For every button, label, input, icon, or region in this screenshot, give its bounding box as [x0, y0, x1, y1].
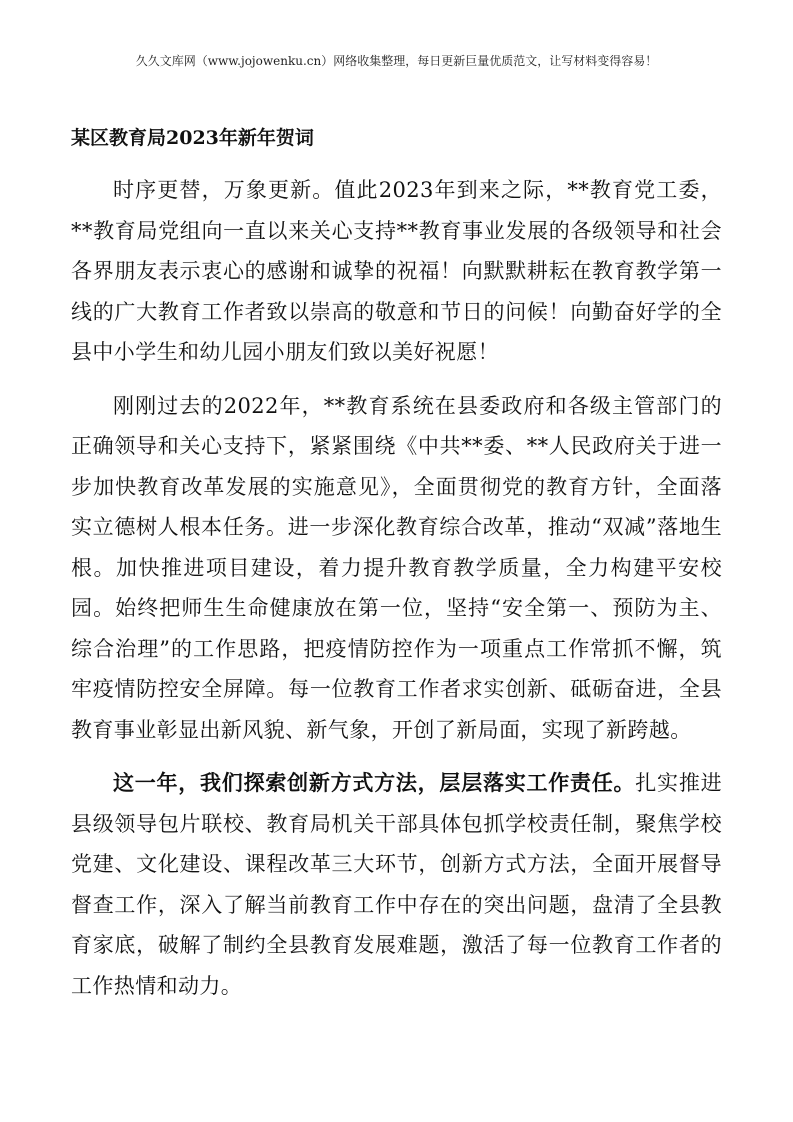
- paragraph: [71, 170, 722, 373]
- paragraph-text: 扎实推进县级领导包片联校、教育局机关干部具体包抓学校责任制，聚焦学校党建、文化建设、课程改革三大环节，创新方式方法，全面开展督导督查工作，深入了解当前教育工作中存在的突出问题，盘清了全县教育家底，破解了制约全县教育发展难题，激活了每一位教育工作者的工作热情和动力。: [71, 771, 722, 998]
- paragraph-text: 刚刚过去的2022年，**教育系统在县委政府和各级主管部门的正确领导和关心支持下，紧紧围绕《中共**委、**人民政府关于进一步加快教育改革发展的实施意见》，全面贯彻党的教育方针，全面落实立德树人根本任务。进一步深化教育综合改革，推动“双减”落地生根。加快推进项目建设，着力提升教育教学质量，全力构建平安校园。始终把师生生命健康放在第一位，坚持“安全第一、预防为主、综合治理”的工作思路，把疫情防控作为一项重点工作常抓不懈，筑牢疫情防控安全屏障。每一位教育工作者求实创新、砥砺奋进，全县教育事业彰显出新风貌、新气象，开创了新局面，实现了新跨越。: [71, 393, 722, 742]
- paragraph: [71, 386, 722, 751]
- document-title: 某区教育局2023年新年贺词: [71, 127, 314, 149]
- document-body: [71, 170, 722, 1019]
- paragraph: [71, 763, 722, 1006]
- page-header-note: 久久文库网（www.jojowenku.cn）网络收集整理，每日更新巨量优质范文，让写材料变得容易！: [135, 54, 658, 68]
- paragraph-lead: 这一年，我们探索创新方式方法，层层落实工作责任。: [113, 770, 636, 795]
- paragraph-text: 时序更替，万象更新。值此2023年到来之际，**教育党工委，**教育局党组向一直以来关心支持**教育事业发展的各级领导和社会各界朋友表示衷心的感谢和诚挚的祝福！向默默耕耘在教育教学第一线的广大教育工作者致以崇高的敬意和节日的问候！向勤奋好学的全县中小学生和幼儿园小朋友们致以美好祝愿！: [71, 178, 722, 364]
